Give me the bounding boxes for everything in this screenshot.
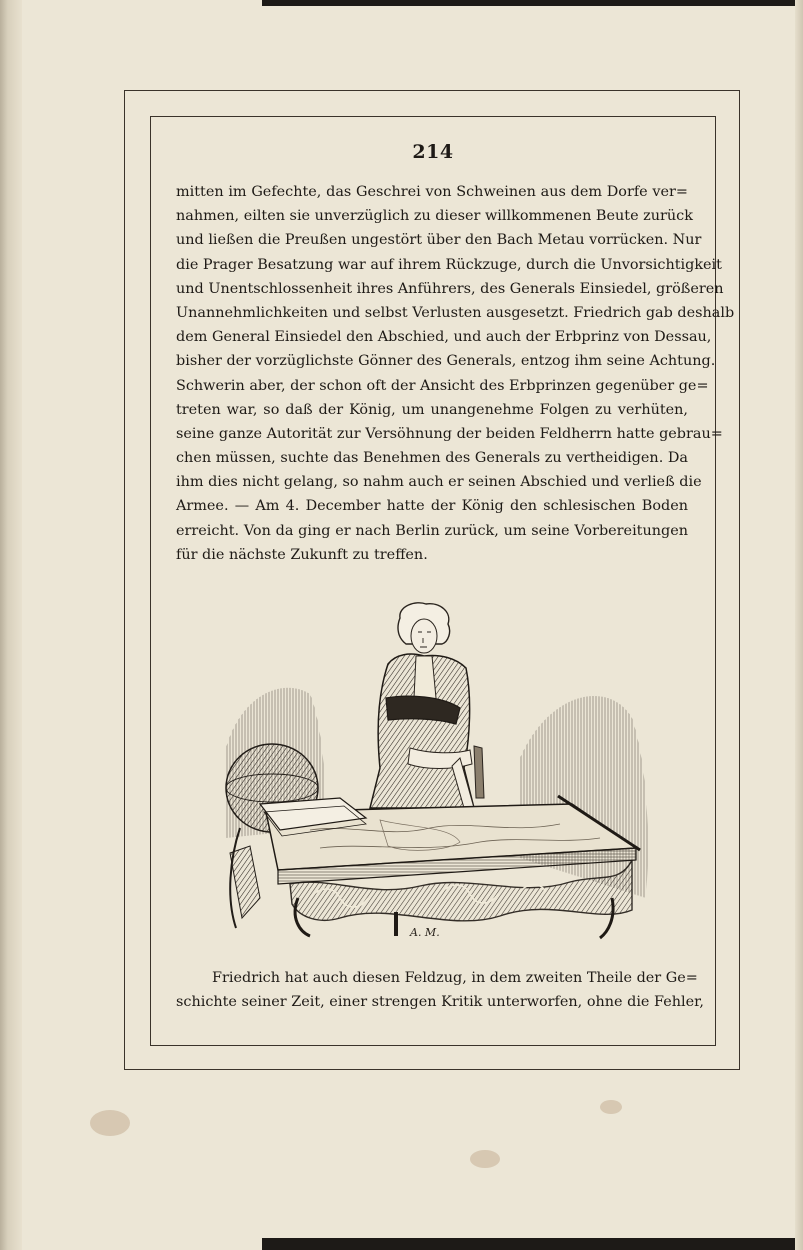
text-line: dem General Einsiedel den Abschied, und auch der Erbprinz von Dessau,: [176, 329, 712, 346]
text-line: nahmen, eilten sie unverzüglich zu dieser willkommenen Beute zurück: [176, 208, 693, 225]
text-line: schichte seiner Zeit, einer strengen Kritik unterworfen, ohne die Fehler,: [176, 994, 704, 1011]
page-right-edge: [795, 0, 803, 1250]
standing-figure: [370, 603, 484, 808]
text-line: ihm dies nicht gelang, so nahm auch er seinen Abschied und verließ die: [176, 474, 702, 491]
text-line: Armee. — Am 4. December hatte der König den schlesischen Boden: [176, 498, 688, 515]
paper-stain: [600, 1100, 622, 1114]
paper-stain: [90, 1110, 130, 1136]
text-line: seine ganze Autorität zur Versöhnung der beiden Feldherrn hatte gebrau=: [176, 425, 723, 442]
lower-text-block: [176, 966, 704, 1014]
text-line: und Unentschlossenheit ihres Anführers, des Generals Einsiedel, größeren: [176, 280, 724, 297]
page-number: 214: [412, 141, 454, 163]
scan-top-edge: [262, 0, 803, 6]
engraving-illustration: [220, 598, 652, 942]
text-line: Friedrich hat auch diesen Feldzug, in dem zweiten Theile der Ge=: [212, 970, 698, 986]
text-line: mitten im Gefechte, das Geschrei von Schweinen aus dem Dorfe ver=: [176, 184, 688, 200]
illustration-signature: A. M.: [410, 926, 440, 939]
paper-stain: [470, 1150, 500, 1168]
text-line: für die nächste Zukunft zu treffen.: [176, 546, 428, 563]
text-line: Unannehmlichkeiten und selbst Verlusten ausgesetzt. Friedrich gab deshalb: [176, 304, 735, 321]
text-line: Schwerin aber, der schon oft der Ansicht des Erbprinzen gegenüber ge=: [176, 377, 709, 394]
text-line: treten war, so daß der König, um unangenehme Folgen zu verhüten,: [176, 401, 688, 418]
book-gutter: [0, 0, 22, 1250]
upper-text-block: [176, 180, 735, 567]
text-line: und ließen die Preußen ungestört über den Bach Metau vorrücken. Nur: [176, 232, 702, 249]
text-line: chen müssen, suchte das Benehmen des Generals zu vertheidigen. Da: [176, 450, 688, 467]
text-line: bisher der vorzüglichste Gönner des Generals, entzog ihm seine Achtung.: [176, 353, 716, 370]
text-line: erreicht. Von da ging er nach Berlin zurück, um seine Vorbereitungen: [176, 522, 688, 539]
scan-bottom-edge: [262, 1238, 803, 1250]
text-line: die Prager Besatzung war auf ihrem Rückzuge, durch die Unvorsichtigkeit: [176, 256, 722, 273]
